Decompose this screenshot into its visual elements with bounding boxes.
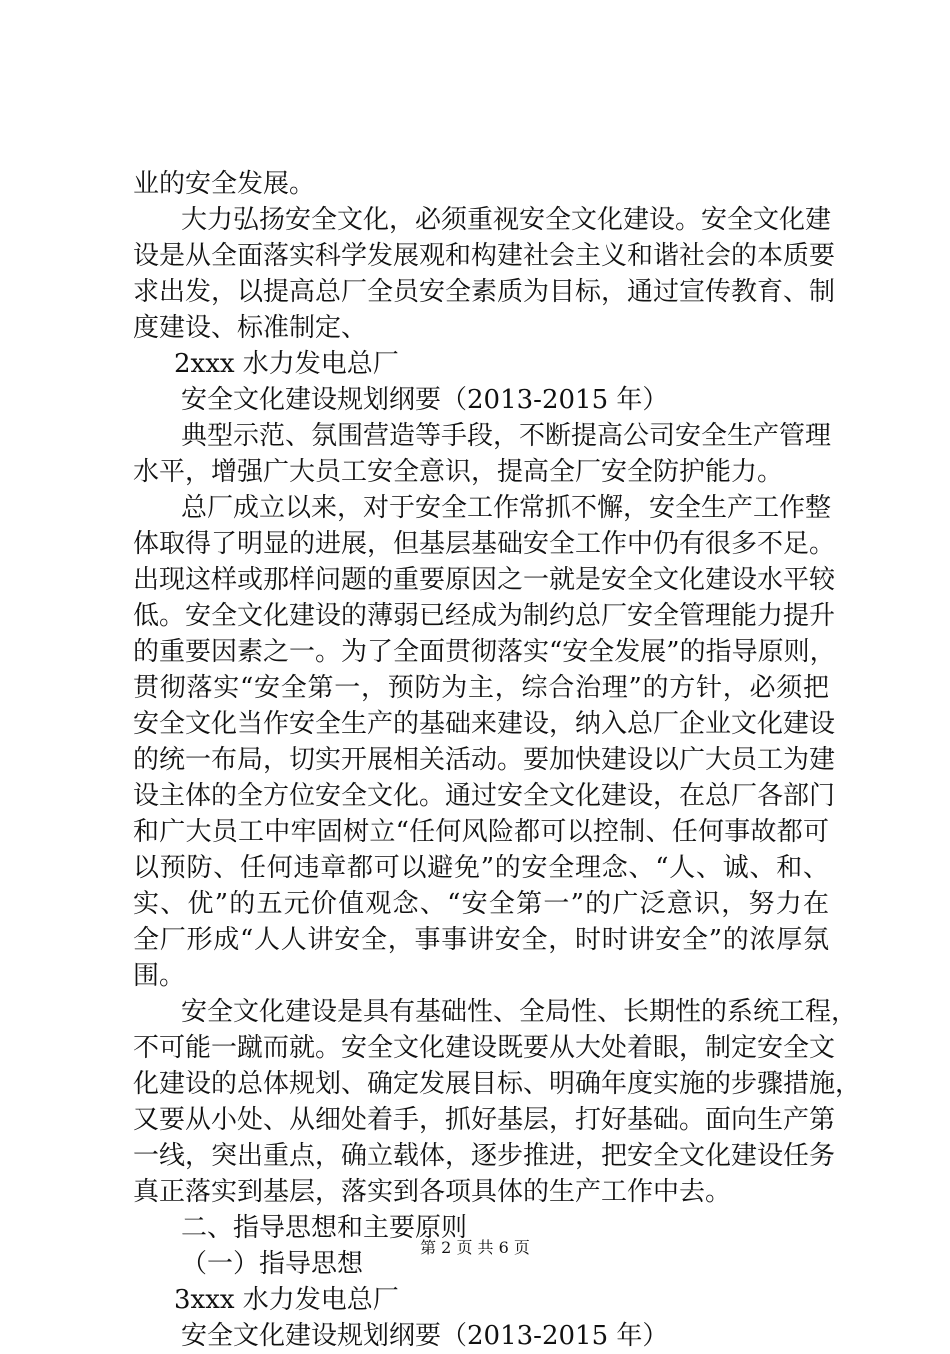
text-line: 围。 [133,961,186,991]
text-line: 业的安全发展。 [133,169,316,199]
section-heading: 二、指导思想和主要原则 [181,1213,468,1243]
page-number-footer: 第 2 页 共 6 页 [420,1238,530,1257]
text-line: 又要从小处、从细处着手，抓好基层，打好基础。面向生产第 [133,1105,836,1135]
text-line: 贯彻落实“安全第一，预防为主，综合治理”的方针，必须把 [133,673,829,703]
text-line: 全厂形成“人人讲安全，事事讲安全，时时讲安全”的浓厚氛 [133,925,829,955]
text-line: 水平，增强广大员工安全意识，提高全厂安全防护能力。 [133,457,784,487]
text-line: 求出发，以提高总厂全员安全素质为目标，通过宣传教育、制 [133,277,836,307]
text-line: 的重要因素之一。为了全面贯彻落实“安全发展”的指导原则， [133,637,836,667]
text-line: 实、优”的五元价值观念、“安全第一”的广泛意识，努力在 [133,889,829,919]
text-line: 出现这样或那样问题的重要原因之一就是安全文化建设水平较 [133,565,836,595]
text-line: 和广大员工中牢固树立“任何风险都可以控制、任何事故都可 [133,817,829,847]
text-line: 化建设的总体规划、确定发展目标、明确年度实施的步骤措施， [133,1069,862,1099]
text-line: 设是从全面落实科学发展观和构建社会主义和谐社会的本质要 [133,241,836,271]
document-body [133,166,862,1354]
text-line: 一线，突出重点，确立载体，逐步推进，把安全文化建设任务 [133,1141,836,1171]
text-line: 真正落实到基层，落实到各项具体的生产工作中去。 [133,1177,732,1207]
running-header-title: 安全文化建设规划纲要（2013-2015 年） [181,1321,669,1351]
running-header-title: 安全文化建设规划纲要（2013-2015 年） [181,385,669,415]
text-line: 低。安全文化建设的薄弱已经成为制约总厂安全管理能力提升 [133,601,836,631]
running-header-org: 3xxx 水力发电总厂 [174,1285,399,1315]
text-line: 的统一布局，切实开展相关活动。要加快建设以广大员工为建 [133,745,836,775]
text-line: 大力弘扬安全文化，必须重视安全文化建设。安全文化建 [181,205,832,235]
subsection-heading: （一）指导思想 [181,1249,364,1279]
text-line: 安全文化建设是具有基础性、全局性、长期性的系统工程， [181,997,858,1027]
text-line: 不可能一蹴而就。安全文化建设既要从大处着眼，制定安全文 [133,1033,836,1063]
text-line: 安全文化当作安全生产的基础来建设，纳入总厂企业文化建设 [133,709,836,739]
text-line: 体取得了明显的进展，但基层基础安全工作中仍有很多不足。 [133,529,836,559]
running-header-org: 2xxx 水力发电总厂 [174,349,399,379]
text-line: 总厂成立以来，对于安全工作常抓不懈，安全生产工作整 [181,493,832,523]
text-line: 以预防、任何违章都可以避免”的安全理念、“人、诚、和、 [133,853,829,883]
text-line: 设主体的全方位安全文化。通过安全文化建设，在总厂各部门 [133,781,836,811]
text-line: 度建设、标准制定、 [133,313,368,343]
text-line: 典型示范、氛围营造等手段，不断提高公司安全生产管理 [181,421,832,451]
